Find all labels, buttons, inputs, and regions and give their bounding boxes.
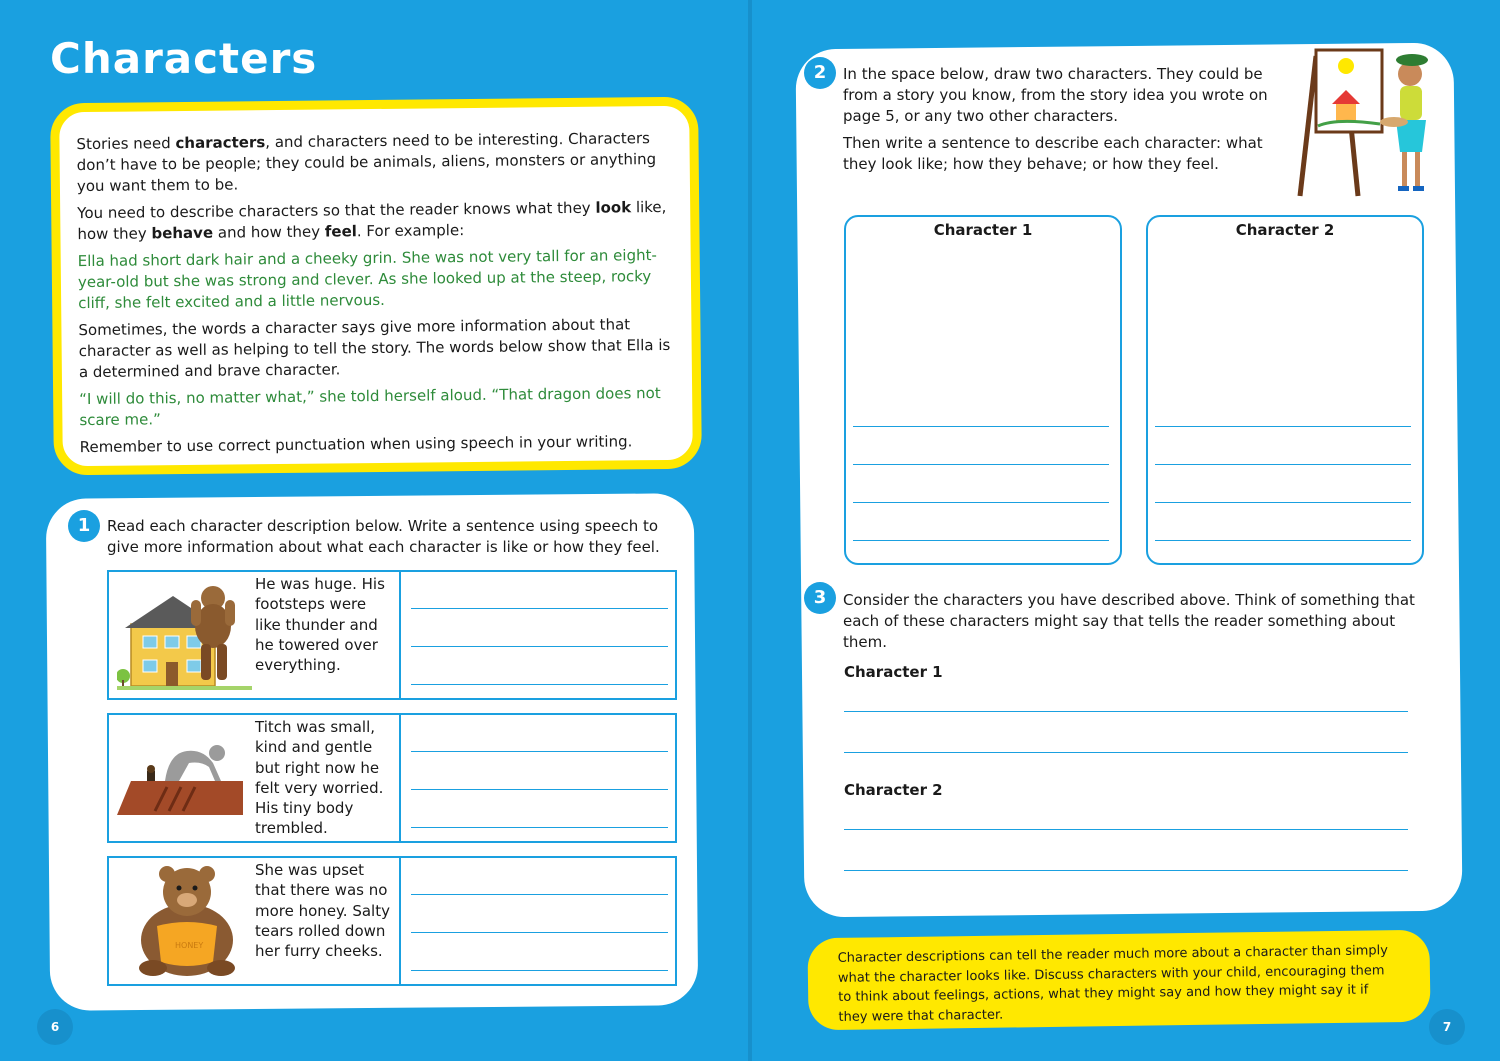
- character-row-bear: [107, 856, 677, 986]
- intro-paragraph-4: Remember to use correct punctuation when using speech in your writing.: [79, 432, 633, 457]
- parent-tip-box: Character descriptions can tell the reader much more about a character than simply what the character looks like. Discuss characters with your child, encouraging them to think about feelings, actions, what they might say and how they might say it if they were that character.: [807, 930, 1430, 1031]
- writing-line[interactable]: [853, 426, 1109, 427]
- character-1-drawing-box[interactable]: [844, 215, 1122, 565]
- writing-line[interactable]: [411, 827, 668, 828]
- intro-box: [50, 97, 702, 476]
- honey-pot-label: HONEY: [175, 941, 204, 950]
- question-3-character-2-label: Character 2: [844, 781, 943, 799]
- mouse-cat-illustration: [117, 723, 252, 835]
- bear-honey-illustration: [117, 866, 252, 978]
- writing-line[interactable]: [411, 970, 668, 971]
- mouse-description: Titch was small, kind and gentle but right now he felt very worried. His tiny body trembled.: [255, 718, 384, 838]
- intro-example-1: Ella had short dark hair and a cheeky grin. She was not very tall for an eight-year-old but she was strong and clever. As she looked up at the steep, rocky cliff, she felt excited and a little nervous.: [77, 246, 657, 313]
- question-1-text: Read each character description below. Write a sentence using speech to give more information about what each character is like or how they feel.: [107, 517, 660, 556]
- giant-description: He was huge. His footsteps were like thunder and he towered over everything.: [255, 575, 385, 675]
- writing-line[interactable]: [844, 829, 1408, 830]
- question-3-text: Consider the characters you have described above. Think of something that each of these characters might say that tells the reader something about them.: [843, 591, 1415, 651]
- writing-line[interactable]: [1155, 426, 1411, 427]
- intro-paragraph-3: Sometimes, the words a character says give more information about that character as well as helping to tell the story. The words below show that Ella is a determined and brave character.: [78, 315, 671, 382]
- writing-line[interactable]: [411, 646, 668, 647]
- row-divider: [399, 715, 401, 841]
- intro-example-2: “I will do this, no matter what,” she told herself aloud. “That dragon does not scare me.”: [79, 384, 661, 430]
- writing-line[interactable]: [411, 932, 668, 933]
- girl-painting-illustration: [1296, 46, 1446, 206]
- question-1-number: 1: [68, 510, 100, 542]
- character-2-drawing-box[interactable]: [1146, 215, 1424, 565]
- character-row-mouse: [107, 713, 677, 843]
- question-3-number: 3: [804, 582, 836, 614]
- writing-line[interactable]: [853, 464, 1109, 465]
- writing-line[interactable]: [411, 608, 668, 609]
- page-title: Characters: [50, 34, 318, 83]
- writing-line[interactable]: [1155, 502, 1411, 503]
- row-divider: [399, 858, 401, 984]
- writing-line[interactable]: [411, 789, 668, 790]
- intro-paragraph-1: Stories need characters, and characters need to be interesting. Characters don’t have to be people; they could be animals, aliens, monsters or anything you want them to be.: [76, 129, 657, 196]
- character-1-box-title: Character 1: [933, 221, 1033, 239]
- writing-line[interactable]: [411, 684, 668, 685]
- page-number-left: 6: [37, 1009, 73, 1045]
- page-number-right: 7: [1429, 1009, 1465, 1045]
- writing-line[interactable]: [844, 870, 1408, 871]
- giant-house-illustration: [117, 580, 252, 692]
- writing-line[interactable]: [411, 751, 668, 752]
- writing-line[interactable]: [1155, 464, 1411, 465]
- character-2-box-title: Character 2: [1235, 221, 1335, 239]
- writing-line[interactable]: [844, 711, 1408, 712]
- bear-description: She was upset that there was no more honey. Salty tears rolled down her furry cheeks.: [255, 861, 390, 961]
- question-3-character-1-label: Character 1: [844, 663, 943, 681]
- intro-paragraph-2: You need to describe characters so that the reader knows what they look like, how they behave and how they feel. For example:: [77, 197, 667, 244]
- writing-line[interactable]: [853, 540, 1109, 541]
- question-2-instruction-2: Then write a sentence to describe each character: what they look like; how they behave; or how they feel.: [843, 134, 1263, 173]
- row-divider: [399, 572, 401, 698]
- page-gutter: [748, 0, 752, 1061]
- question-2-instruction-1: In the space below, draw two characters. They could be from a story you know, from the story idea you wrote on page 5, or any two other characters.: [843, 65, 1268, 125]
- question-2-text: [843, 64, 1291, 181]
- writing-line[interactable]: [411, 894, 668, 895]
- writing-line[interactable]: [1155, 540, 1411, 541]
- writing-line[interactable]: [853, 502, 1109, 503]
- question-2-number: 2: [804, 57, 836, 89]
- writing-line[interactable]: [844, 752, 1408, 753]
- character-row-giant: [107, 570, 677, 700]
